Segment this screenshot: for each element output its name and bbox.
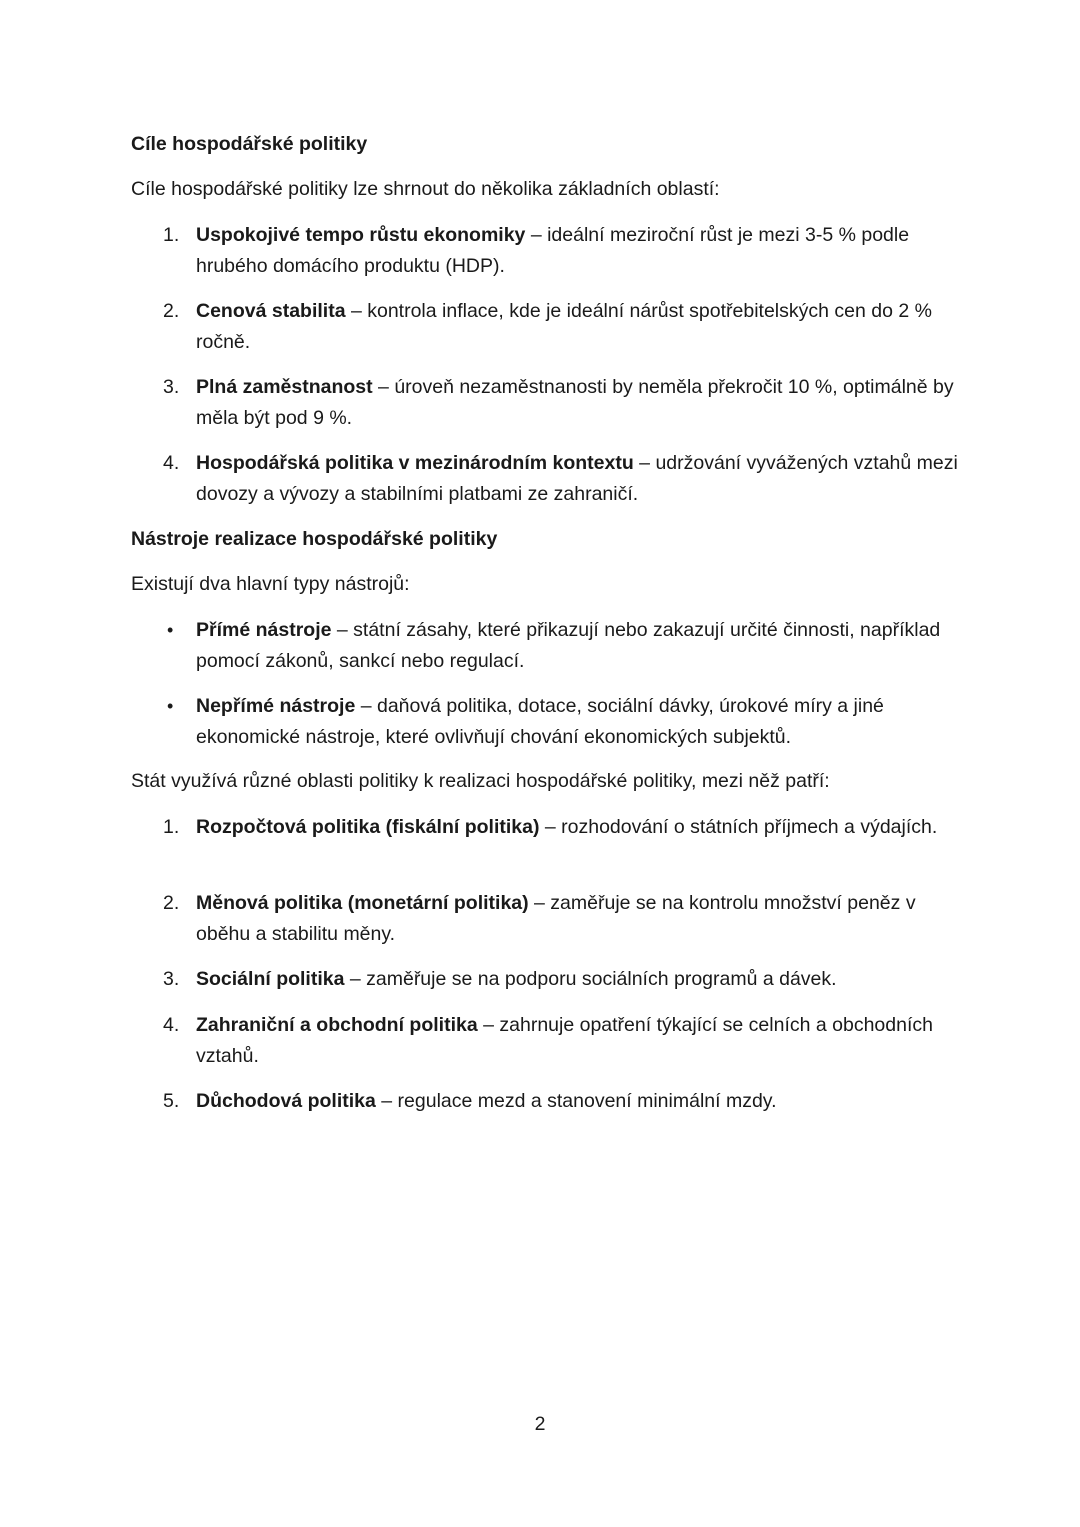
list-number: 1. <box>163 816 180 838</box>
goal-term: Hospodářská politika v mezinárodním kontextu <box>196 452 634 474</box>
tool-term: Nepřímé nástroje <box>196 695 356 717</box>
list-number: 2. <box>163 892 180 914</box>
goal-term: Uspokojivé tempo růstu ekonomiky <box>196 224 526 246</box>
list-number: 5. <box>163 1090 180 1112</box>
goal-description: – kontrola inflace, kde je ideální nárůst spotřebitelských cen do 2 % ročně. <box>196 300 932 353</box>
policy-term: Rozpočtová politika (fiskální politika) <box>196 816 540 838</box>
policy-description: – rozhodování o státních příjmech a výdajích. <box>539 816 938 838</box>
list-number: 4. <box>163 1014 180 1036</box>
tool-term: Přímé nástroje <box>196 619 332 641</box>
tool-description: – státní zásahy, které přikazují nebo zakazují určité činnosti, například pomocí zákonů, sankcí nebo regulací. <box>196 619 941 672</box>
policy-description: – zaměřuje se na podporu sociálních programů a dávek. <box>344 968 837 990</box>
section-heading-goals: Cíle hospodářské politiky <box>131 133 368 155</box>
goals-intro: Cíle hospodářské politiky lze shrnout do několika základních oblastí: <box>131 178 720 200</box>
tools-intro: Existují dva hlavní typy nástrojů: <box>131 573 410 595</box>
goal-description: – ideální meziroční růst je mezi 3-5 % podle hrubého domácího produktu (HDP). <box>196 224 910 277</box>
page-number: 2 <box>534 1413 546 1435</box>
policy-item-2 <box>131 888 961 949</box>
goal-term: Plná zaměstnanost <box>196 376 373 398</box>
policy-term: Měnová politika (monetární politika) <box>196 892 529 914</box>
policy-term: Sociální politika <box>196 968 345 990</box>
goal-description: – udržování vyvážených vztahů mezi dovozy a vývozy a stabilními platbami ze zahraničí. <box>196 452 958 505</box>
goal-item-1 <box>131 220 961 281</box>
policy-item-3 <box>131 964 961 995</box>
policy-item-4 <box>131 1010 961 1071</box>
tool-bullet-2 <box>131 691 961 752</box>
policy-description: – zahrnuje opatření týkající se celních a obchodních vztahů. <box>196 1014 933 1067</box>
list-number: 3. <box>163 376 180 398</box>
tool-description: – daňová politika, dotace, sociální dávky, úrokové míry a jiné ekonomické nástroje, které ovlivňují chování ekonomických subjektů. <box>196 695 884 748</box>
bullet-icon: • <box>167 620 174 640</box>
goal-item-4 <box>131 448 961 509</box>
list-number: 1. <box>163 224 180 246</box>
goal-description: – úroveň nezaměstnanosti by neměla překročit 10 %, optimálně by měla být pod 9 %. <box>196 376 954 429</box>
policy-description: – zaměřuje se na kontrolu množství peněz v oběhu a stabilitu měny. <box>196 892 916 945</box>
section-heading-tools: Nástroje realizace hospodářské politiky <box>131 528 498 550</box>
list-number: 4. <box>163 452 180 474</box>
policy-term: Zahraniční a obchodní politika <box>196 1014 478 1036</box>
policy-term: Důchodová politika <box>196 1090 376 1112</box>
goal-term: Cenová stabilita <box>196 300 346 322</box>
goal-item-2 <box>131 296 961 357</box>
policy-description: – regulace mezd a stanovení minimální mzdy. <box>375 1090 777 1112</box>
goal-item-3 <box>131 372 961 433</box>
list-number: 3. <box>163 968 180 990</box>
policy-areas-intro: Stát využívá různé oblasti politiky k realizaci hospodářské politiky, mezi něž patří: <box>131 770 830 792</box>
list-number: 2. <box>163 300 180 322</box>
bullet-icon: • <box>167 696 174 716</box>
policy-item-5 <box>131 1086 961 1117</box>
tool-bullet-1 <box>131 615 961 676</box>
policy-item-1 <box>131 812 961 843</box>
